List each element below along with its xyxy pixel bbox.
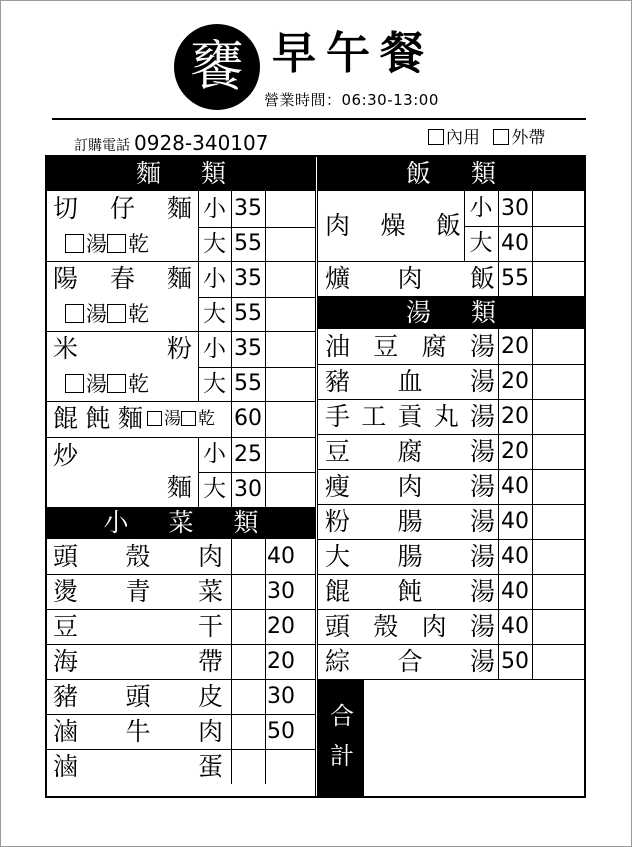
fried-char-1: 炒 — [53, 441, 79, 470]
business-hours: 營業時間：06:30-13:00 — [264, 91, 439, 109]
rice-price: 55 — [501, 266, 529, 291]
large-price: 55 — [234, 231, 262, 256]
order-phone-label: 訂購電話 — [74, 138, 130, 154]
header-divider — [52, 118, 586, 120]
side-dish-price: 30 — [267, 579, 295, 604]
column-divider — [265, 401, 266, 437]
column-divider — [231, 437, 232, 507]
soup-price: 20 — [501, 369, 529, 394]
column-divider — [265, 539, 266, 574]
fried-noodle-name — [53, 437, 192, 507]
soup-name: 豆 腐 湯 — [325, 437, 495, 466]
column-divider — [265, 331, 266, 401]
column-divider — [231, 749, 232, 784]
soup-price: 20 — [501, 404, 529, 429]
column-divider — [231, 679, 232, 714]
soup-checkbox[interactable] — [147, 411, 162, 426]
soup-price: 40 — [501, 544, 529, 569]
column-divider — [532, 469, 533, 504]
soup-name: 油 豆 腐 湯 — [325, 332, 495, 361]
dine-in-option[interactable] — [428, 128, 480, 148]
wonton-style-options — [147, 401, 215, 437]
size-large-label: 大 — [203, 371, 226, 397]
wonton-price: 60 — [234, 406, 262, 431]
column-divider — [231, 609, 232, 644]
soup-checkbox[interactable] — [65, 374, 84, 393]
column-divider — [265, 191, 266, 261]
size-small-label: 小 — [203, 441, 226, 467]
column-divider — [498, 261, 499, 296]
total-amount-field[interactable] — [364, 680, 584, 796]
column-divider — [498, 364, 499, 399]
section-header-soups: 湯類 — [318, 296, 584, 329]
soup-name: 手 工 貢 丸 湯 — [325, 402, 495, 431]
column-divider — [265, 714, 266, 749]
side-dish-price: 30 — [267, 684, 295, 709]
dry-label: 乾 — [198, 409, 215, 429]
column-divider — [532, 609, 533, 644]
soup-name: 粉 腸 湯 — [325, 507, 495, 536]
size-small-label: 小 — [203, 336, 226, 362]
column-divider — [532, 574, 533, 609]
soup-name: 餛 飩 湯 — [325, 577, 495, 606]
column-divider — [231, 574, 232, 609]
column-divider — [498, 609, 499, 644]
soup-name: 頭 殼 肉 湯 — [325, 612, 495, 641]
large-price: 55 — [234, 301, 262, 326]
column-divider — [498, 539, 499, 574]
section-header-rice: 飯類 — [318, 157, 584, 191]
column-divider — [532, 261, 533, 296]
soup-name: 瘦 肉 湯 — [325, 472, 495, 501]
dine-in-label: 內用 — [446, 128, 480, 148]
column-divider — [464, 191, 465, 261]
soup-name: 大 腸 湯 — [325, 542, 495, 571]
column-divider — [231, 539, 232, 574]
section-header-noodles: 麵類 — [47, 157, 315, 191]
soup-price: 40 — [501, 474, 529, 499]
logo: 饔 — [174, 24, 260, 110]
section-header-sides: 小菜類 — [47, 507, 315, 539]
column-divider — [265, 679, 266, 714]
column-divider — [498, 399, 499, 434]
column-divider — [498, 504, 499, 539]
column-divider — [231, 331, 232, 401]
column-divider — [498, 644, 499, 679]
column-divider — [532, 434, 533, 469]
column-divider — [231, 191, 232, 261]
rice-name: 爌 肉 飯 — [325, 264, 495, 293]
dry-checkbox[interactable] — [107, 304, 126, 323]
column-divider — [532, 329, 533, 364]
size-large-label: 大 — [203, 301, 226, 327]
small-price: 35 — [234, 266, 262, 291]
column-divider — [198, 261, 199, 331]
column-divider — [532, 364, 533, 399]
size-small-label: 小 — [203, 196, 226, 222]
column-divider — [265, 261, 266, 331]
column-divider — [498, 434, 499, 469]
dry-checkbox[interactable] — [107, 234, 126, 253]
column-divider — [532, 191, 533, 261]
size-large-label: 大 — [469, 230, 493, 256]
noodle-name: 切 仔 麵 — [53, 194, 192, 223]
dry-label: 乾 — [128, 302, 149, 326]
side-dish-name: 豆 干 — [53, 612, 223, 641]
side-dish-name: 滷 蛋 — [53, 752, 223, 781]
side-dish-name: 海 帶 — [53, 647, 223, 676]
noodle-name: 米 粉 — [53, 334, 192, 363]
total-label — [318, 680, 364, 796]
soup-label: 湯 — [86, 302, 107, 326]
size-small-label: 小 — [469, 195, 493, 221]
side-dish-price: 50 — [267, 719, 295, 744]
size-small-label: 小 — [203, 266, 226, 292]
wonton-name: 餛 飩 麵 — [53, 404, 143, 433]
column-divider — [198, 437, 199, 507]
noodle-style-options — [65, 227, 149, 261]
soup-label: 湯 — [86, 232, 107, 256]
large-price: 55 — [234, 371, 262, 396]
fried-char-2: 麵 — [166, 473, 192, 502]
order-options — [428, 127, 553, 149]
large-price: 30 — [234, 477, 262, 502]
side-dish-price: 40 — [267, 544, 295, 569]
column-divider — [532, 504, 533, 539]
rice-name: 肉 燥 飯 — [325, 211, 461, 240]
column-divider — [265, 644, 266, 679]
soup-price: 20 — [501, 334, 529, 359]
soup-checkbox[interactable] — [65, 234, 84, 253]
small-price: 30 — [501, 196, 529, 221]
column-divider — [315, 157, 316, 796]
column-divider — [532, 399, 533, 434]
column-divider — [265, 749, 266, 784]
size-large-label: 大 — [203, 476, 226, 502]
side-dish-price: 20 — [267, 614, 295, 639]
dry-label: 乾 — [128, 372, 149, 396]
side-dish-name: 燙 青 菜 — [53, 577, 223, 606]
small-price: 35 — [234, 196, 262, 221]
column-divider — [532, 539, 533, 574]
column-divider — [198, 191, 199, 261]
shop-title: 早午餐 — [272, 28, 434, 79]
side-dish-name: 頭 殼 肉 — [53, 542, 223, 571]
order-phone-number: 0928-340107 — [134, 131, 269, 155]
column-divider — [231, 714, 232, 749]
total-char-1: 合 — [330, 702, 354, 730]
noodle-style-options — [65, 297, 149, 331]
small-price: 35 — [234, 336, 262, 361]
side-dish-name: 豬 頭 皮 — [53, 682, 223, 711]
column-divider — [532, 644, 533, 679]
soup-name: 豬 血 湯 — [325, 367, 495, 396]
large-price: 40 — [501, 231, 529, 256]
column-divider — [498, 469, 499, 504]
dry-checkbox[interactable] — [181, 411, 196, 426]
small-price: 25 — [234, 442, 262, 467]
column-divider — [265, 574, 266, 609]
column-divider — [265, 609, 266, 644]
column-divider — [498, 329, 499, 364]
soup-label: 湯 — [164, 409, 181, 429]
takeout-option[interactable] — [493, 128, 545, 148]
soup-price: 40 — [501, 579, 529, 604]
side-dish-price: 20 — [267, 649, 295, 674]
dry-label: 乾 — [128, 232, 149, 256]
noodle-style-options — [65, 367, 149, 401]
total-char-2: 計 — [330, 742, 354, 770]
column-divider — [498, 574, 499, 609]
column-divider — [265, 437, 266, 507]
soup-price: 50 — [501, 649, 529, 674]
menu-table — [45, 155, 586, 798]
column-divider — [231, 401, 232, 437]
soup-price: 40 — [501, 614, 529, 639]
side-dish-price — [267, 749, 301, 784]
side-dish-name: 滷 牛 肉 — [53, 717, 223, 746]
column-divider — [231, 644, 232, 679]
soup-price: 20 — [501, 439, 529, 464]
soup-checkbox[interactable] — [65, 304, 84, 323]
soup-name: 綜 合 湯 — [325, 647, 495, 676]
soup-label: 湯 — [86, 372, 107, 396]
takeout-checkbox[interactable] — [493, 129, 509, 145]
dine-in-checkbox[interactable] — [428, 129, 444, 145]
noodle-name: 陽 春 麵 — [53, 264, 192, 293]
size-large-label: 大 — [203, 231, 226, 257]
column-divider — [198, 331, 199, 401]
dry-checkbox[interactable] — [107, 374, 126, 393]
column-divider — [231, 261, 232, 331]
column-divider — [498, 191, 499, 261]
soup-price: 40 — [501, 509, 529, 534]
takeout-label: 外帶 — [511, 128, 546, 148]
